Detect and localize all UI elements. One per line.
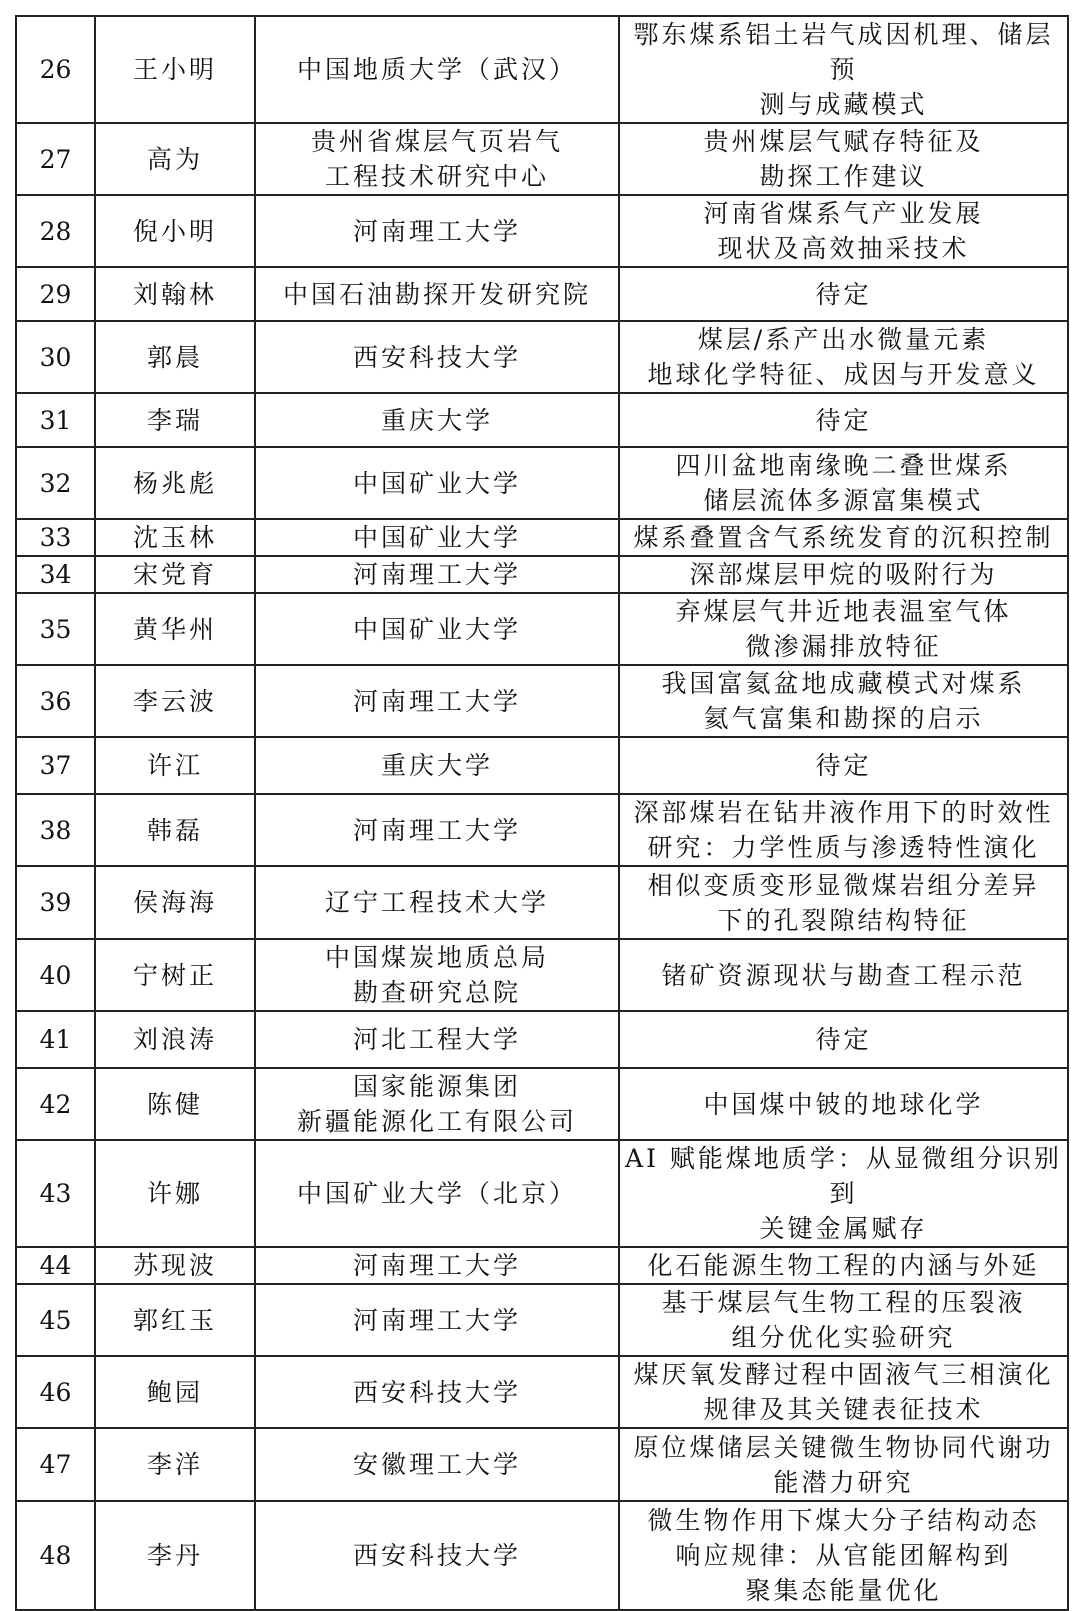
speaker-name: 郭红玉 <box>95 1284 255 1356</box>
speaker-name: 倪小明 <box>95 195 255 267</box>
row-number: 39 <box>16 866 95 939</box>
speaker-name: 李洋 <box>95 1428 255 1501</box>
table-row <box>16 939 1068 1011</box>
row-number: 48 <box>16 1501 95 1610</box>
row-number: 27 <box>16 123 95 195</box>
row-number: 30 <box>16 321 95 393</box>
table-row <box>16 123 1068 195</box>
table-row <box>16 866 1068 939</box>
talk-topic: 我国富氦盆地成藏模式对煤系 氦气富集和勘探的启示 <box>619 665 1068 737</box>
speaker-organization: 中国地质大学（武汉） <box>255 16 619 123</box>
talk-topic: 弃煤层气井近地表温室气体 微渗漏排放特征 <box>619 593 1068 665</box>
talk-topic: 待定 <box>619 1011 1068 1068</box>
table-row <box>16 1284 1068 1356</box>
talk-topic: 原位煤储层关键微生物协同代谢功 能潜力研究 <box>619 1428 1068 1501</box>
speaker-organization: 贵州省煤层气页岩气 工程技术研究中心 <box>255 123 619 195</box>
table-row <box>16 321 1068 393</box>
speaker-name: 侯海海 <box>95 866 255 939</box>
row-number: 32 <box>16 447 95 519</box>
row-number: 29 <box>16 267 95 321</box>
table-row <box>16 1501 1068 1610</box>
talk-topic: 深部煤层甲烷的吸附行为 <box>619 556 1068 593</box>
row-number: 26 <box>16 16 95 123</box>
speaker-name: 高为 <box>95 123 255 195</box>
talk-topic: 待定 <box>619 267 1068 321</box>
table-row <box>16 16 1068 123</box>
table-row <box>16 447 1068 519</box>
speaker-name: 沈玉林 <box>95 519 255 556</box>
talk-topic: 中国煤中铍的地球化学 <box>619 1068 1068 1140</box>
speaker-organization: 西安科技大学 <box>255 321 619 393</box>
speaker-name: 杨兆彪 <box>95 447 255 519</box>
table-row <box>16 1068 1068 1140</box>
speaker-name: 郭晨 <box>95 321 255 393</box>
speaker-name: 陈健 <box>95 1068 255 1140</box>
talk-topic: 化石能源生物工程的内涵与外延 <box>619 1247 1068 1284</box>
speaker-organization: 河南理工大学 <box>255 1247 619 1284</box>
speaker-organization: 中国石油勘探开发研究院 <box>255 267 619 321</box>
speaker-organization: 西安科技大学 <box>255 1356 619 1428</box>
table-row <box>16 393 1068 447</box>
speaker-organization: 中国矿业大学（北京） <box>255 1140 619 1247</box>
speaker-organization: 河南理工大学 <box>255 195 619 267</box>
talk-topic: 煤系叠置含气系统发育的沉积控制 <box>619 519 1068 556</box>
speaker-name: 宋党育 <box>95 556 255 593</box>
speaker-organization: 国家能源集团 新疆能源化工有限公司 <box>255 1068 619 1140</box>
table-row <box>16 1428 1068 1501</box>
speaker-organization: 河南理工大学 <box>255 665 619 737</box>
table-row <box>16 794 1068 866</box>
table-row <box>16 665 1068 737</box>
row-number: 46 <box>16 1356 95 1428</box>
table-row <box>16 1247 1068 1284</box>
speaker-organization: 辽宁工程技术大学 <box>255 866 619 939</box>
speaker-organization: 河南理工大学 <box>255 556 619 593</box>
talk-topic: 深部煤岩在钻井液作用下的时效性 研究：力学性质与渗透特性演化 <box>619 794 1068 866</box>
speaker-organization: 河南理工大学 <box>255 794 619 866</box>
talk-topic: 待定 <box>619 393 1068 447</box>
row-number: 37 <box>16 737 95 794</box>
speaker-name: 黄华州 <box>95 593 255 665</box>
row-number: 42 <box>16 1068 95 1140</box>
row-number: 28 <box>16 195 95 267</box>
speaker-organization: 河南理工大学 <box>255 1284 619 1356</box>
row-number: 38 <box>16 794 95 866</box>
speaker-name: 李丹 <box>95 1501 255 1610</box>
table-row <box>16 1140 1068 1247</box>
speaker-organization: 西安科技大学 <box>255 1501 619 1610</box>
table-row <box>16 195 1068 267</box>
table-row <box>16 556 1068 593</box>
row-number: 47 <box>16 1428 95 1501</box>
row-number: 45 <box>16 1284 95 1356</box>
speaker-organization: 重庆大学 <box>255 393 619 447</box>
speaker-name: 鲍园 <box>95 1356 255 1428</box>
speaker-organization: 安徽理工大学 <box>255 1428 619 1501</box>
table-row <box>16 519 1068 556</box>
talk-topic: 煤层/系产出水微量元素 地球化学特征、成因与开发意义 <box>619 321 1068 393</box>
speaker-organization: 中国矿业大学 <box>255 519 619 556</box>
speaker-name: 刘浪涛 <box>95 1011 255 1068</box>
speaker-organization: 中国矿业大学 <box>255 593 619 665</box>
speaker-name: 韩磊 <box>95 794 255 866</box>
row-number: 44 <box>16 1247 95 1284</box>
speaker-organization: 重庆大学 <box>255 737 619 794</box>
talk-topic: 鄂东煤系铝土岩气成因机理、储层预 测与成藏模式 <box>619 16 1068 123</box>
talk-topic: 贵州煤层气赋存特征及 勘探工作建议 <box>619 123 1068 195</box>
speaker-table-page <box>15 15 1067 1611</box>
speaker-name: 刘翰林 <box>95 267 255 321</box>
talk-topic: 四川盆地南缘晚二叠世煤系 储层流体多源富集模式 <box>619 447 1068 519</box>
speaker-name: 李瑞 <box>95 393 255 447</box>
talk-topic: 锗矿资源现状与勘查工程示范 <box>619 939 1068 1011</box>
speaker-name: 苏现波 <box>95 1247 255 1284</box>
talk-topic: 煤厌氧发酵过程中固液气三相演化 规律及其关键表征技术 <box>619 1356 1068 1428</box>
talk-topic: 待定 <box>619 737 1068 794</box>
speaker-table <box>15 15 1069 1611</box>
talk-topic: AI 赋能煤地质学：从显微组分识别到 关键金属赋存 <box>619 1140 1068 1247</box>
speaker-table-body <box>16 16 1068 1610</box>
speaker-name: 王小明 <box>95 16 255 123</box>
speaker-name: 许江 <box>95 737 255 794</box>
table-row <box>16 1011 1068 1068</box>
row-number: 35 <box>16 593 95 665</box>
table-row <box>16 593 1068 665</box>
speaker-organization: 中国煤炭地质总局 勘查研究总院 <box>255 939 619 1011</box>
row-number: 43 <box>16 1140 95 1247</box>
row-number: 41 <box>16 1011 95 1068</box>
row-number: 40 <box>16 939 95 1011</box>
row-number: 34 <box>16 556 95 593</box>
talk-topic: 相似变质变形显微煤岩组分差异 下的孔裂隙结构特征 <box>619 866 1068 939</box>
table-row <box>16 1356 1068 1428</box>
talk-topic: 基于煤层气生物工程的压裂液 组分优化实验研究 <box>619 1284 1068 1356</box>
talk-topic: 微生物作用下煤大分子结构动态 响应规律：从官能团解构到 聚集态能量优化 <box>619 1501 1068 1610</box>
table-row <box>16 737 1068 794</box>
speaker-organization: 中国矿业大学 <box>255 447 619 519</box>
speaker-name: 宁树正 <box>95 939 255 1011</box>
table-row <box>16 267 1068 321</box>
row-number: 36 <box>16 665 95 737</box>
speaker-name: 许娜 <box>95 1140 255 1247</box>
talk-topic: 河南省煤系气产业发展 现状及高效抽采技术 <box>619 195 1068 267</box>
speaker-name: 李云波 <box>95 665 255 737</box>
row-number: 31 <box>16 393 95 447</box>
row-number: 33 <box>16 519 95 556</box>
speaker-organization: 河北工程大学 <box>255 1011 619 1068</box>
